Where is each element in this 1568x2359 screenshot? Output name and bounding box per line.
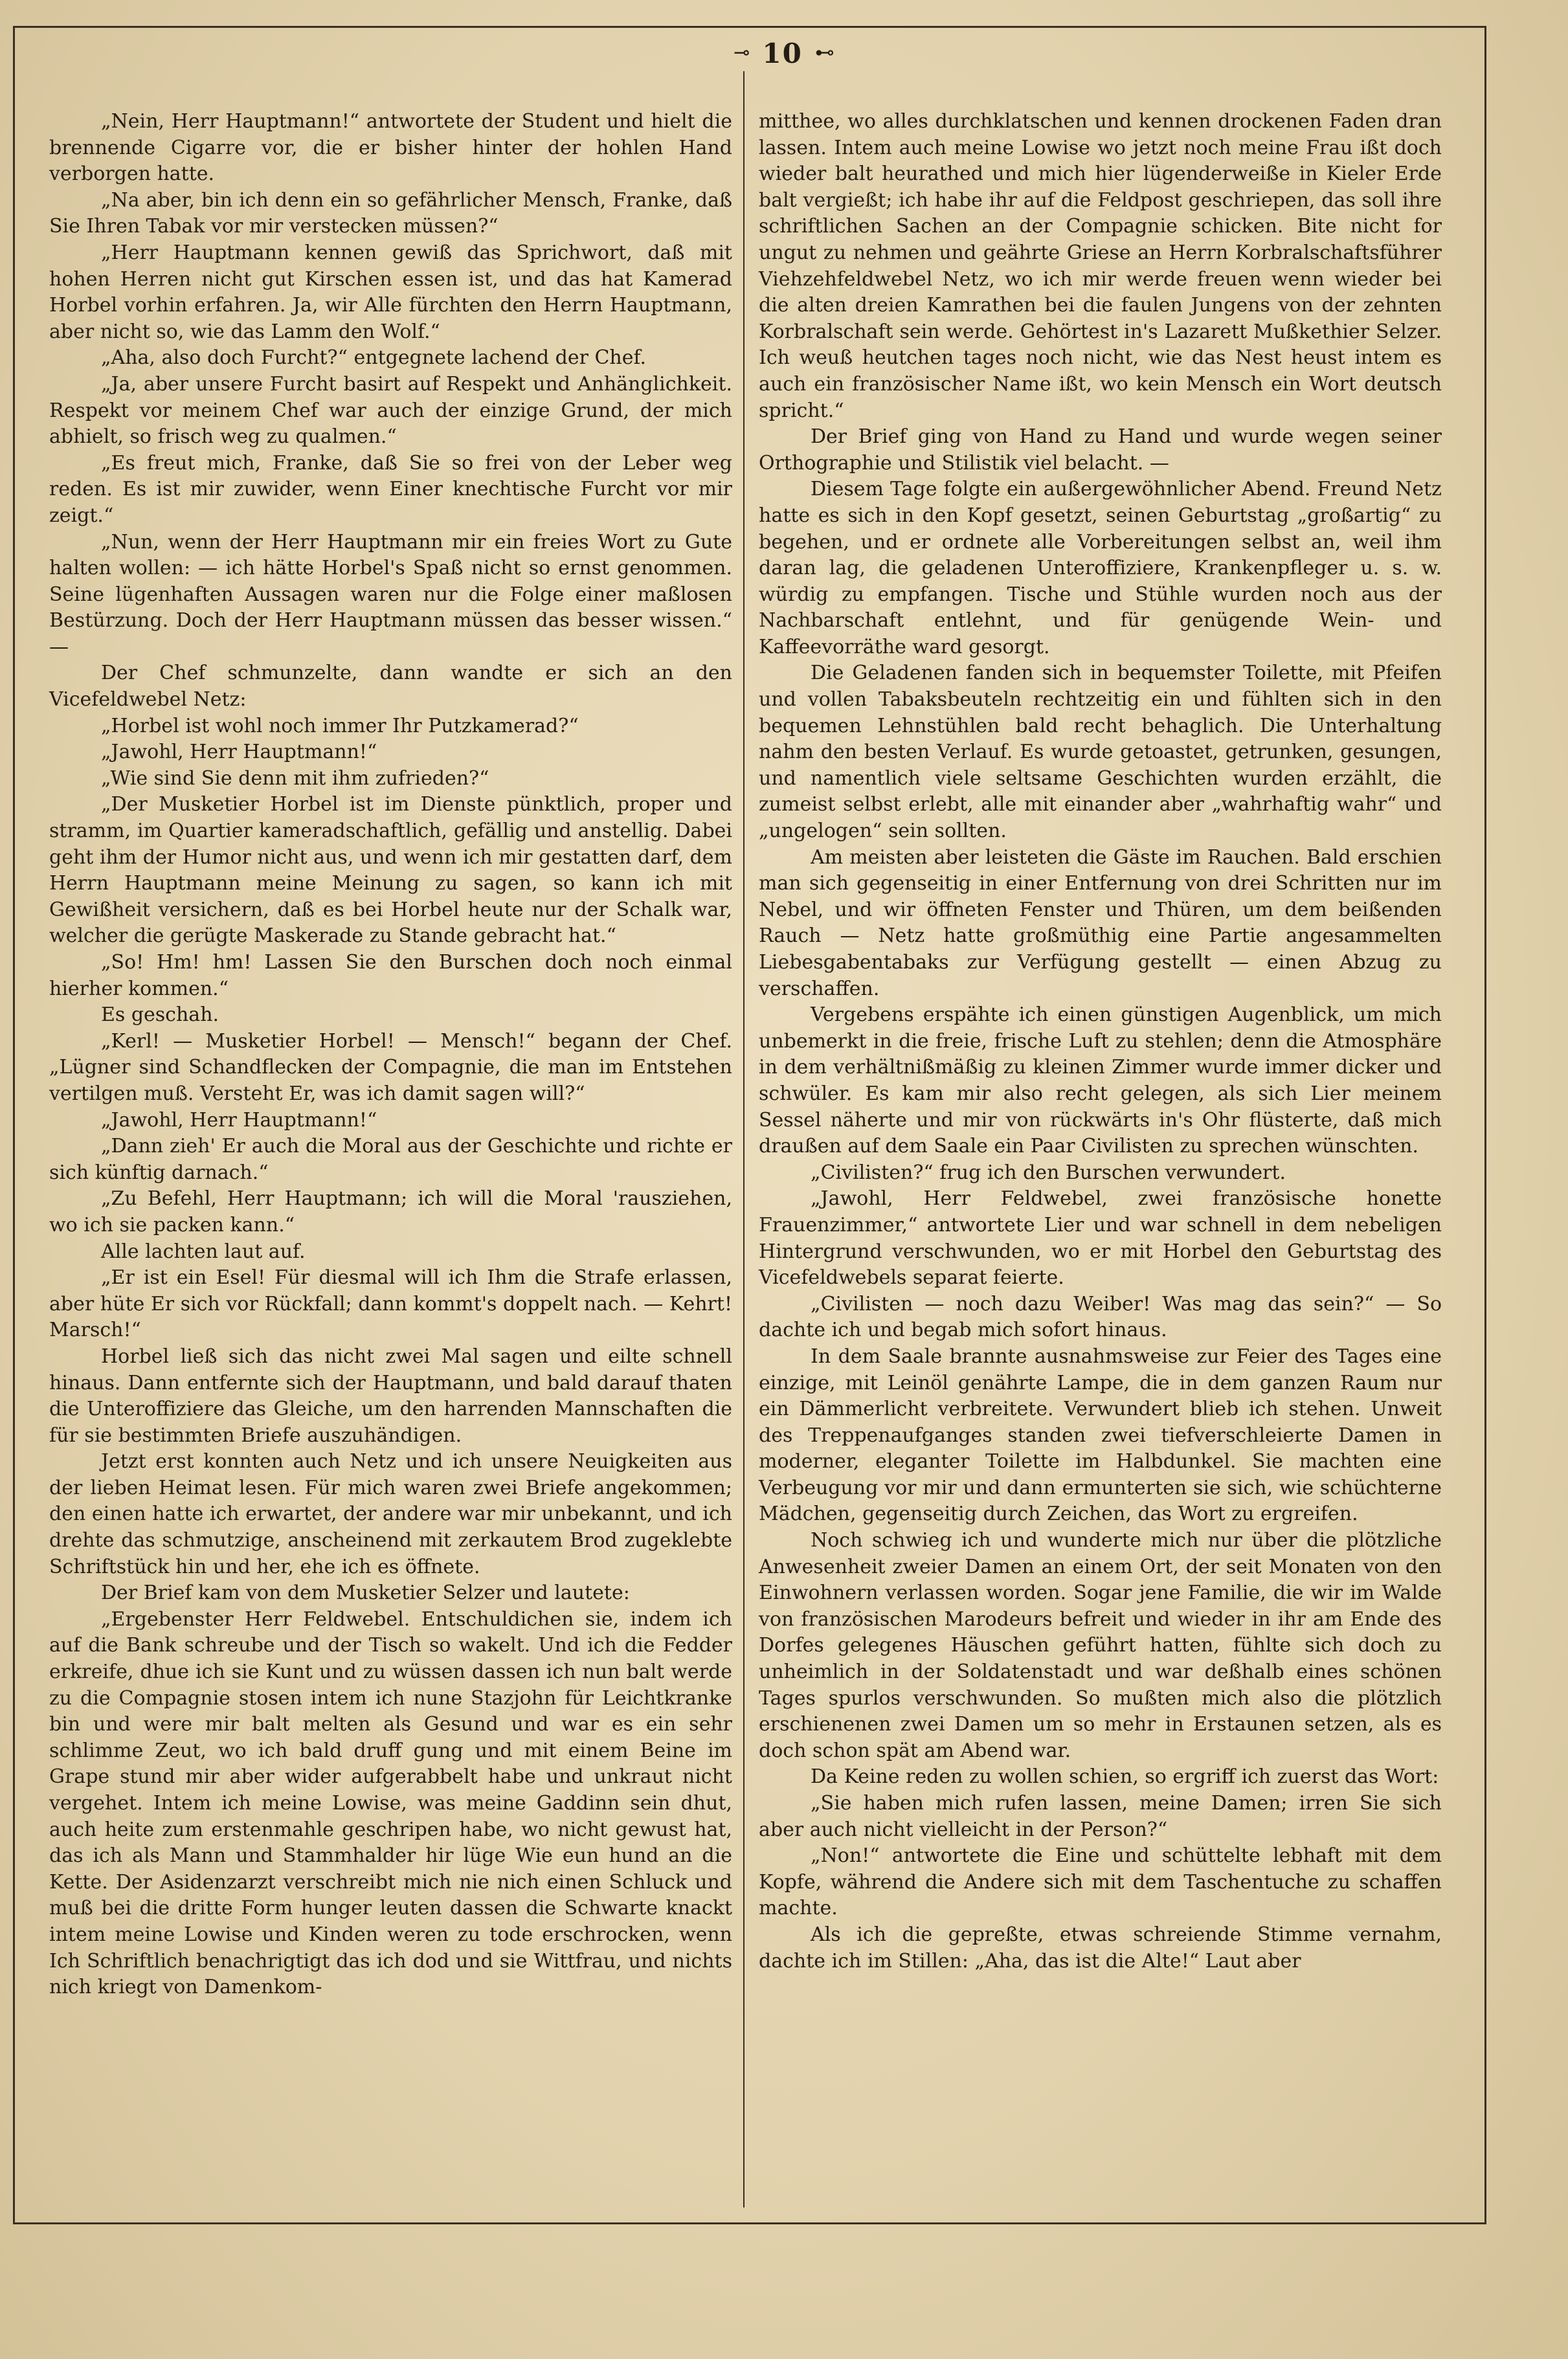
paragraph: Die Geladenen fanden sich in bequemster Toilette, mit Pfeifen und vollen Tabaksbeuteln rechtzeitig ein und fühlten sich in den bequemen Lehnstühlen bald recht behaglich. Die Unterhaltung nahm den besten Verlauf. Es wurde getoastet, getrunken, gesungen, und namentlich viele seltsame Geschichten wurden erzählt, die zumeist selbst erlebt, alle mit einander aber „wahrhaftig wahr“ und „ungelogen“ sein sollten.: [759, 662, 1442, 843]
paragraph: „Wie sind Sie denn mit ihm zufrieden?“: [101, 766, 489, 790]
paragraph: „Es freut mich, Franke, daß Sie so frei von der Leber weg reden. Es ist mir zuwider, wenn Einer knechtische Furcht vor mir zeigt.“: [49, 451, 732, 527]
paragraph: „Der Musketier Horbel ist im Dienste pünktlich, proper und stramm, im Quartier kameradschaftlich, gefällig und anstellig. Dabei geht ihm der Humor nicht aus, und wenn ich mir gestatten darf, dem Herrn Hauptmann meine Meinung zu sagen, so kann ich mit Gewißheit versichern, daß es bei Horbel heute nur der Schalk war, welcher die gerügte Maskerade zu Stande gebracht hat.“: [49, 793, 732, 948]
ornament-right-icon: ⊷: [814, 41, 834, 64]
right-column: [759, 109, 1442, 1974]
paragraph: „Non!“ antwortete die Eine und schüttelte lebhaft mit dem Kopfe, während die Andere sich mit dem Taschentuche zu schaffen machte.: [759, 1844, 1442, 1920]
paragraph: „Nein, Herr Hauptmann!“ antwortete der Student und hielt die brennende Cigarre vor, die er bisher hinter der hohlen Hand verborgen hatte.: [49, 110, 732, 186]
paragraph: Als ich die gepreßte, etwas schreiende Stimme vernahm, dachte ich im Stillen: „Aha, das ist die Alte!“ Laut aber: [759, 1923, 1442, 1973]
paragraph: Am meisten aber leisteten die Gäste im Rauchen. Bald erschien man sich gegenseitig in einer Entfernung von drei Schritten nur im Nebel, und wir öffneten Fenster und Thüren, um dem beißenden Rauch — Netz hatte großmüthig eine Partie angesammelten Liebesgabentabaks zur Verfügung gestellt — einen Abzug zu verschaffen.: [759, 845, 1442, 1000]
paragraph: „Aha, also doch Furcht?“ entgegnete lachend der Chef.: [101, 346, 647, 370]
paragraph: „Nun, wenn der Herr Hauptmann mir ein freies Wort zu Gute halten wollen: — ich hätte Horbel's Spaß nicht so ernst genommen. Seine lügenhaften Aussagen waren nur die Folge einer maßlosen Bestürzung. Doch der Herr Hauptmann müssen das besser wissen.“ —: [49, 530, 732, 658]
paragraph: „Jawohl, Herr Hauptmann!“: [101, 741, 377, 764]
paragraph: Jetzt erst konnten auch Netz und ich unsere Neuigkeiten aus der lieben Heimat lesen. Für mich waren zwei Briefe angekommen; den einen hatte ich erwartet, der andere war mir unbekannt, und ich drehte das schmutzige, anscheinend mit zerkautem Brod zugeklebte Schriftstück hin und her, ehe ich es öffnete.: [49, 1450, 732, 1578]
paragraph: „Civilisten — noch dazu Weiber! Was mag das sein?“ — So dachte ich und begab mich sofort hinaus.: [759, 1292, 1442, 1342]
paragraph: mitthee, wo alles durchklatschen und kennen drockenen Faden dran lassen. Intem auch meine Lowise wo jetzt noch meine Frau ißt doch wieder balt heurathed und mich hier lügenderweiße in Kieler Erde balt vergießt; ich habe ihr auf die Feldpost geschriepen, das soll ihre schriftlichen Sachen an der Compagnie schicken. Bite nicht for ungut zu nehmen und geährte Griese an Herrn Korbralschaftsführer Viehzehfeldwebel Netz, wo ich mir werde freuen wenn wieder bei die alten dreien Kamrathen bei die faulen Jungens von der zehnten Korbralschaft sein werde. Gehörtest in's Lazarett Mußkethier Selzer. Ich weuß heutchen tages noch nicht, wie das Nest heust intem es auch ein französischer Name ißt, wo kein Mensch ein Wort deutsch spricht.“: [759, 110, 1442, 422]
paragraph: „Herr Hauptmann kennen gewiß das Sprichwort, daß mit hohen Herren nicht gut Kirschen essen ist, und das hat Kamerad Horbel vorhin erfahren. Ja, wir Alle fürchten den Herrn Hauptmann, aber nicht so, wie das Lamm den Wolf.“: [49, 241, 732, 343]
ornament-left-icon: ⊸: [734, 41, 750, 64]
paragraph: Diesem Tage folgte ein außergewöhnlicher Abend. Freund Netz hatte es sich in den Kopf gesetzt, seinen Geburtstag „großartig“ zu begehen, und er ordnete alle Vorbereitungen selbst an, weil ihm daran lag, die geladenen Unteroffiziere, Krankenpfleger u. s. w. würdig zu empfangen. Tische und Stühle wurden noch aus der Nachbarschaft entlehnt, und für genügende Wein- und Kaffeevorräthe ward gesorgt.: [759, 478, 1442, 658]
paragraph: Der Brief kam von dem Musketier Selzer und lautete:: [101, 1582, 630, 1605]
paragraph: Alle lachten laut auf.: [101, 1240, 306, 1263]
paragraph: „Ergebenster Herr Feldwebel. Entschuldichen sie, indem ich auf die Bank schreube und der Tisch so wakelt. Und ich die Fedder erkreife, dhue ich sie Kunt und zu wüssen dassen ich nun balt werde zu die Compagnie stosen intem ich nune Stazjohn für Leichtkranke bin und were mir balt melten als Gesund und war es ein sehr schlimme Zeut, wo ich bald druff gung und mit einem Beine im Grape stund mir aber wider aufgerabbelt habe und unkraut nicht vergehet. Intem ich meine Lowise, was meine Gaddinn sein dhut, auch heite zum erstenmahle geschripen habe, wo nicht gewust hat, das ich als Mann und Stammhalder hir lüge Wie eun hund an die Kette. Der Asidenzarzt verschreibt mich nie nich einen Schluck und muß bei die dritte Form hunger leuten dassen die Schwarte knackt intem meine Lowise und Kinden weren zu tode erschrocken, wenn Ich Schriftlich benachrigtigt das ich dod und sie Wittfrau, und nichts nich kriegt von Damenkom-: [49, 1607, 732, 1999]
paragraph: „Dann zieh' Er auch die Moral aus der Geschichte und richte er sich künftig darnach.“: [49, 1135, 732, 1184]
paragraph: Vergebens erspähte ich einen günstigen Augenblick, um mich unbemerkt in die freie, frische Luft zu stehlen; denn die Atmosphäre in dem verhältnißmäßig zu kleinen Zimmer wurde immer dicker und schwüler. Es kam mir also recht gelegen, als sich Lier meinem Sessel näherte und mir von rückwärts in's Ohr flüsterte, daß mich draußen auf dem Saale ein Paar Civilisten zu sprechen wünschten.: [759, 1003, 1442, 1158]
paragraph: „Ja, aber unsere Furcht basirt auf Respekt und Anhänglichkeit. Respekt vor meinem Chef war auch der einzige Grund, der mich abhielt, so frisch weg zu qualmen.“: [49, 372, 732, 449]
paragraph: „Na aber, bin ich denn ein so gefährlicher Mensch, Franke, daß Sie Ihren Tabak vor mir verstecken müssen?“: [49, 188, 732, 238]
column-divider: [743, 71, 745, 2208]
left-column: [49, 109, 732, 2001]
paragraph: „Jawohl, Herr Feldwebel, zwei französische honette Frauenzimmer,“ antwortete Lier und war schnell in dem nebeligen Hintergrund verschwunden, wo er mit Horbel den Geburtstag des Vicefeldwebels separat feierte.: [759, 1187, 1442, 1290]
paragraph: „Sie haben mich rufen lassen, meine Damen; irren Sie sich aber auch nicht vielleicht in der Person?“: [759, 1792, 1442, 1841]
paragraph: „Er ist ein Esel! Für diesmal will ich Ihm die Strafe erlassen, aber hüte Er sich vor Rückfall; dann kommt's doppelt nach. — Kehrt! Marsch!“: [49, 1266, 732, 1342]
paragraph: Es geschah.: [101, 1003, 219, 1027]
paragraph: Der Brief ging von Hand zu Hand und wurde wegen seiner Orthographie und Stilistik viel belacht. —: [759, 425, 1442, 475]
paragraph: Der Chef schmunzelte, dann wandte er sich an den Vicefeldwebel Netz:: [49, 662, 732, 711]
paragraph: „Jawohl, Herr Hauptmann!“: [101, 1108, 377, 1132]
paragraph: Horbel ließ sich das nicht zwei Mal sagen und eilte schnell hinaus. Dann entfernte sich der Hauptmann, und bald darauf thaten die Unteroffiziere das Gleiche, um den harrenden Mannschaften die für sie bestimmten Briefe auszuhändigen.: [49, 1345, 732, 1447]
paragraph: Noch schwieg ich und wunderte mich nur über die plötzliche Anwesenheit zweier Damen an einem Ort, der seit Monaten von den Einwohnern verlassen worden. Sogar jene Familie, die wir im Walde von französischen Marodeurs befreit und wieder in ihr am Ende des Dorfes gelegenes Häuschen geführt hatten, fühlte sich doch zu unheimlich in der Soldatenstadt und war deßhalb eines schönen Tages spurlos verschwunden. So mußten mich also die plötzlich erschienenen zwei Damen um so mehr in Erstaunen setzen, als es doch schon spät am Abend war.: [759, 1529, 1442, 1762]
page-header: [0, 38, 1568, 83]
paragraph: „Civilisten?“ frug ich den Burschen verwundert.: [811, 1161, 1286, 1184]
page-number: 10: [762, 38, 803, 69]
paragraph: „Zu Befehl, Herr Hauptmann; ich will die Moral 'rausziehen, wo ich sie packen kann.“: [49, 1187, 732, 1236]
paragraph: Da Keine reden zu wollen schien, so ergriff ich zuerst das Wort:: [811, 1765, 1439, 1789]
paragraph: In dem Saale brannte ausnahmsweise zur Feier des Tages eine einzige, mit Leinöl genährte Lampe, die in dem ganzen Raum nur ein Dämmerlicht verbreitete. Verwundert blieb ich stehen. Unweit des Treppenaufganges standen zwei tiefverschleierte Damen in moderner, eleganter Toilette im Halbdunkel. Sie machten eine Verbeugung vor mir und dann ermunterten sie sich, wie schüchterne Mädchen, gegenseitig durch Zeichen, das Wort zu ergreifen.: [759, 1345, 1442, 1526]
paragraph: „So! Hm! hm! Lassen Sie den Burschen doch noch einmal hierher kommen.“: [49, 951, 732, 1000]
paragraph: „Horbel ist wohl noch immer Ihr Putzkamerad?“: [101, 714, 579, 737]
paragraph: „Kerl! — Musketier Horbel! — Mensch!“ begann der Chef. „Lügner sind Schandflecken der Compagnie, die man im Entstehen vertilgen muß. Versteht Er, was ich damit sagen will?“: [49, 1029, 732, 1105]
